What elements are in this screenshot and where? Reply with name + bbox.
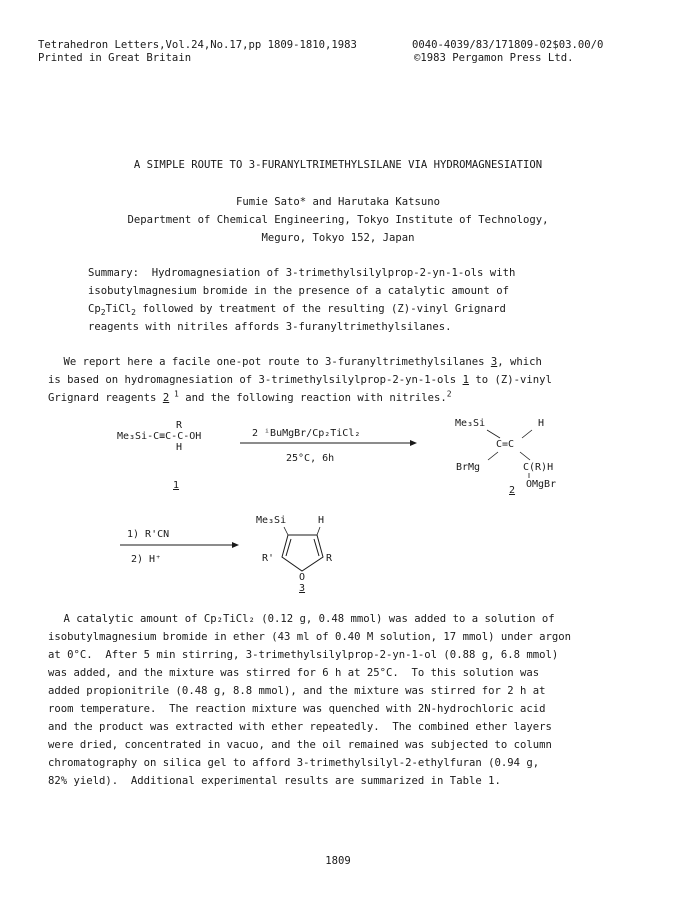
furan-double-bond-right bbox=[314, 539, 319, 556]
compound-2-bond-4 bbox=[520, 452, 530, 460]
compound-1-label: 1 bbox=[173, 480, 180, 491]
furan-substituent-bond-2 bbox=[317, 527, 320, 535]
compound-3-h: H bbox=[318, 515, 325, 526]
reagent-top: 2 ⁱBuMgBr/Cp₂TiCl₂ bbox=[252, 428, 361, 439]
intro-line-2: is based on hydromagnesiation of 3-trimethylsilylprop-2-yn-1-ols 1 to (Z)-vinyl bbox=[48, 374, 552, 386]
compound-3-label: 3 bbox=[299, 583, 306, 594]
summary-line-2: isobutylmagnesium bromide in the presence of a catalytic amount of bbox=[88, 285, 509, 297]
body-line-6: room temperature. The reaction mixture was quenched with 2N-hydrochloric acid bbox=[48, 703, 546, 715]
reaction-arrow-2-head bbox=[232, 542, 239, 548]
printed-in: Printed in Great Britain bbox=[38, 52, 192, 64]
reaction-arrow-1-head bbox=[410, 440, 417, 446]
body-line-7: and the product was extracted with ether repeatedly. The combined ether layers bbox=[48, 721, 552, 733]
body-line-5: added propionitrile (0.48 g, 8.8 mmol), and the mixture was stirred for 2 h at bbox=[48, 685, 546, 697]
compound-2-h: H bbox=[538, 418, 545, 429]
compound-1-formula: Me₃Si-C≡C-C-OH bbox=[117, 431, 202, 442]
intro-line-3: Grignard reagents 2 $^1$ and the following reaction with nitriles.$^2$ bbox=[48, 389, 452, 404]
step-2: 2) H⁺ bbox=[131, 554, 162, 565]
step-1: 1) R'CN bbox=[127, 529, 170, 540]
affiliation-line-1: Department of Chemical Engineering, Tokyo Institute of Technology, bbox=[127, 214, 549, 226]
affiliation-line-2: Meguro, Tokyo 152, Japan bbox=[261, 232, 415, 244]
furan-substituent-bond-1 bbox=[284, 527, 288, 535]
summary-line-4: reagents with nitriles affords 3-furanyltrimethylsilanes. bbox=[88, 321, 452, 333]
reagent-bottom: 25°C, 6h bbox=[286, 453, 335, 464]
body-line-4: was added, and the mixture was stirred for 6 h at 25°C. To this solution was bbox=[48, 667, 540, 679]
compound-3-oxygen: O bbox=[299, 572, 306, 583]
compound-2-crh: C(R)H bbox=[523, 462, 554, 473]
compound-2-bond-1 bbox=[487, 430, 500, 438]
intro-line-1: We report here a facile one-pot route to 3-furanyltrimethylsilanes 3, which bbox=[38, 356, 542, 368]
paper-title: A SIMPLE ROUTE TO 3-FURANYLTRIMETHYLSILANE VIA HYDROMAGNESIATION bbox=[133, 159, 543, 171]
body-line-1: A catalytic amount of Cp₂TiCl₂ (0.12 g, 0.48 mmol) was added to a solution of bbox=[38, 613, 555, 625]
compound-2-bond-3 bbox=[488, 452, 498, 460]
journal-citation: Tetrahedron Letters,Vol.24,No.17,pp 1809-1810,1983 bbox=[38, 39, 357, 51]
compound-2-cc: C=C bbox=[496, 439, 515, 450]
summary-line-1: Summary: Hydromagnesiation of 3-trimethylsilylprop-2-yn-1-ols with bbox=[88, 267, 516, 279]
compound-2-omgbr: OMgBr bbox=[526, 479, 557, 490]
compound-1-r: R bbox=[176, 420, 183, 431]
compound-3-r-prime: R' bbox=[262, 553, 275, 564]
compound-2-bond-2 bbox=[522, 430, 532, 438]
authors: Fumie Sato* and Harutaka Katsuno bbox=[235, 196, 441, 208]
compound-3-mesi: Me₃Si bbox=[256, 515, 287, 526]
summary-line-3: $Cp_2TiCl_2$ followed by treatment of the resulting (Z)-vinyl Grignard bbox=[88, 303, 506, 318]
furan-double-bond-left bbox=[286, 539, 291, 556]
compound-2-mesi: Me₃Si bbox=[455, 418, 486, 429]
body-line-9: chromatography on silica gel to afford 3-trimethylsilyl-2-ethylfuran (0.94 g, bbox=[48, 757, 540, 769]
compound-2-brmg: BrMg bbox=[456, 462, 481, 473]
copyright: ©1983 Pergamon Press Ltd. bbox=[414, 52, 574, 64]
compound-2-label: 2 bbox=[509, 485, 516, 496]
compound-3-r: R bbox=[326, 553, 333, 564]
page-number: 1809 bbox=[325, 855, 351, 867]
body-line-2: isobutylmagnesium bromide in ether (43 ml of 0.40 M solution, 17 mmol) under argon bbox=[48, 631, 571, 643]
furan-ring bbox=[282, 535, 323, 571]
body-line-10: 82% yield). Additional experimental results are summarized in Table 1. bbox=[48, 775, 501, 787]
body-line-3: at 0°C. After 5 min stirring, 3-trimethylsilylprop-2-yn-1-ol (0.88 g, 6.8 mmol) bbox=[48, 649, 559, 661]
article-code: 0040-4039/83/171809-02$03.00/0 bbox=[412, 39, 604, 51]
reaction-scheme bbox=[0, 410, 676, 610]
compound-1-h: H bbox=[176, 442, 183, 453]
body-line-8: were dried, concentrated in vacuo, and the oil remained was subjected to column bbox=[48, 739, 552, 751]
